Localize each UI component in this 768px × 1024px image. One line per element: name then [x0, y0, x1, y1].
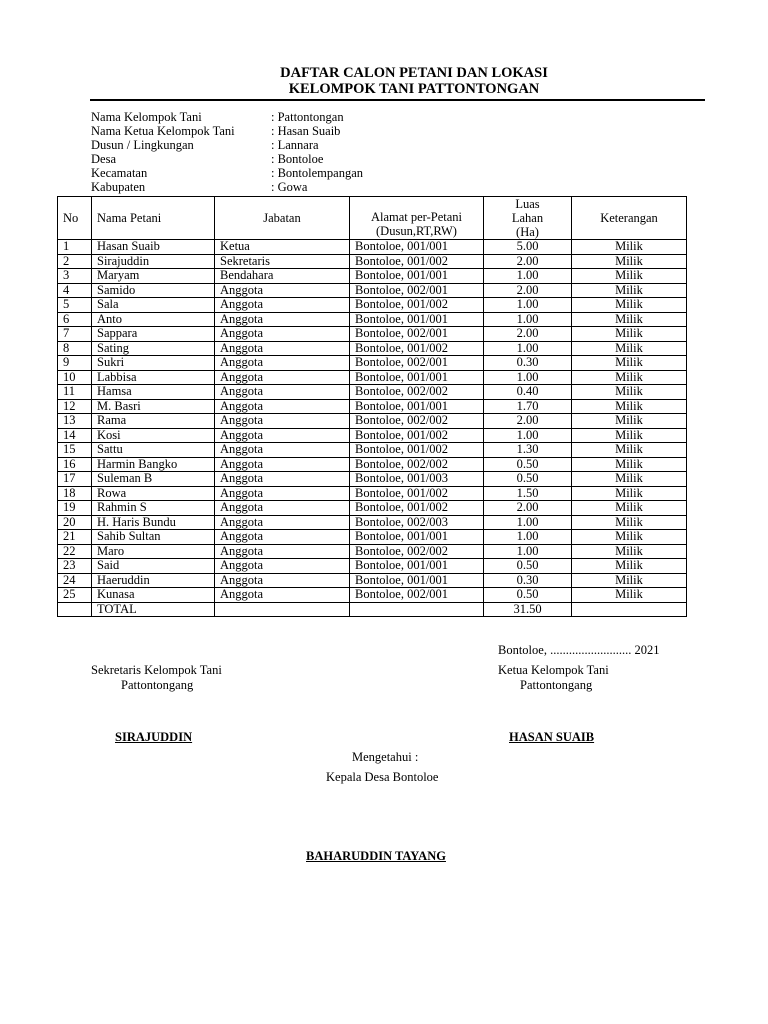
secretary-title: Sekretaris Kelompok Tani: [91, 663, 222, 677]
cell-alamat: Bontoloe, 001/003: [350, 472, 484, 487]
cell-nama: Kosi: [92, 428, 215, 443]
cell-alamat: Bontoloe, 002/001: [350, 283, 484, 298]
cell-alamat: Bontoloe, 001/001: [350, 240, 484, 255]
chairman-name: HASAN SUAIB: [509, 730, 595, 744]
info-value: : Gowa: [271, 180, 308, 194]
cell-keterangan: Milik: [572, 269, 687, 284]
header-luas: [484, 197, 572, 240]
cell-jabatan: Anggota: [215, 501, 350, 516]
info-value: : Pattontongan: [271, 110, 344, 124]
info-value: : Bontolempangan: [271, 166, 363, 180]
header-luas-line2: Lahan: [511, 211, 544, 225]
cell-luas: 1.30: [484, 443, 572, 458]
cell-no: 9: [58, 356, 92, 371]
cell-jabatan: Anggota: [215, 486, 350, 501]
table-row: [58, 530, 687, 545]
header-jabatan: Jabatan: [215, 197, 350, 240]
cell-nama: Rama: [92, 414, 215, 429]
cell-jabatan: Anggota: [215, 573, 350, 588]
cell-no: 3: [58, 269, 92, 284]
village-head-title: Kepala Desa Bontoloe: [326, 770, 439, 784]
table-row: [58, 341, 687, 356]
table-row: [58, 312, 687, 327]
cell-keterangan: Milik: [572, 573, 687, 588]
cell-jabatan: Anggota: [215, 414, 350, 429]
cell-keterangan: Milik: [572, 254, 687, 269]
cell-keterangan: Milik: [572, 283, 687, 298]
cell-nama: Labbisa: [92, 370, 215, 385]
chairman-title: Ketua Kelompok Tani: [498, 663, 609, 677]
table-row: [58, 385, 687, 400]
cell-alamat: Bontoloe, 002/002: [350, 544, 484, 559]
cell-no: 22: [58, 544, 92, 559]
table-row: [58, 414, 687, 429]
cell-keterangan: Milik: [572, 559, 687, 574]
cell-no: 20: [58, 515, 92, 530]
cell-jabatan: Anggota: [215, 457, 350, 472]
cell-luas: 1.00: [484, 370, 572, 385]
acknowledged-label: Mengetahui :: [352, 750, 419, 764]
cell-jabatan: Anggota: [215, 559, 350, 574]
cell-keterangan: Milik: [572, 414, 687, 429]
cell-alamat: Bontoloe, 001/001: [350, 269, 484, 284]
header-alamat-line2: (Dusun,RT,RW): [376, 224, 457, 238]
cell-jabatan: Bendahara: [215, 269, 350, 284]
cell-alamat: Bontoloe, 001/001: [350, 312, 484, 327]
cell-jabatan: Anggota: [215, 341, 350, 356]
header-luas-line1: Luas: [515, 197, 540, 211]
table-row: [58, 544, 687, 559]
cell-luas: 0.50: [484, 559, 572, 574]
cell-keterangan: Milik: [572, 530, 687, 545]
header-alamat: [350, 197, 484, 240]
cell-jabatan: Anggota: [215, 327, 350, 342]
cell-jabatan: Anggota: [215, 472, 350, 487]
cell-nama: M. Basri: [92, 399, 215, 414]
cell-jabatan: Sekretaris: [215, 254, 350, 269]
cell-keterangan: Milik: [572, 515, 687, 530]
cell-jabatan: Anggota: [215, 530, 350, 545]
cell-alamat: Bontoloe, 001/001: [350, 530, 484, 545]
cell-nama: Hamsa: [92, 385, 215, 400]
cell-keterangan: Milik: [572, 428, 687, 443]
cell-jabatan: Anggota: [215, 356, 350, 371]
info-label: Dusun / Lingkungan: [91, 138, 194, 152]
cell-keterangan: Milik: [572, 240, 687, 255]
table-row: [58, 399, 687, 414]
cell-luas: 1.00: [484, 544, 572, 559]
cell-keterangan: Milik: [572, 588, 687, 603]
cell-alamat: Bontoloe, 001/002: [350, 341, 484, 356]
cell-no: 5: [58, 298, 92, 313]
cell-alamat: Bontoloe, 001/001: [350, 399, 484, 414]
cell-luas: 2.00: [484, 283, 572, 298]
table-header-row: [58, 197, 687, 240]
cell-nama: Haeruddin: [92, 573, 215, 588]
chairman-group: Pattontongang: [520, 678, 593, 692]
cell-luas: 2.00: [484, 501, 572, 516]
cell-jabatan: Anggota: [215, 515, 350, 530]
cell-no: 13: [58, 414, 92, 429]
cell-luas: 1.00: [484, 515, 572, 530]
cell-jabatan: Anggota: [215, 312, 350, 327]
total-row: [58, 602, 687, 617]
cell-luas: 0.30: [484, 356, 572, 371]
total-label: TOTAL: [92, 602, 215, 617]
table-row: [58, 559, 687, 574]
cell-no: 10: [58, 370, 92, 385]
total-empty: [572, 602, 687, 617]
cell-luas: 1.00: [484, 428, 572, 443]
cell-keterangan: Milik: [572, 501, 687, 516]
cell-alamat: Bontoloe, 001/002: [350, 298, 484, 313]
header-nama: Nama Petani: [92, 197, 215, 240]
title-line-1: DAFTAR CALON PETANI DAN LOKASI: [280, 65, 548, 81]
info-label: Desa: [91, 152, 116, 166]
cell-luas: 2.00: [484, 414, 572, 429]
cell-no: 17: [58, 472, 92, 487]
cell-no: 4: [58, 283, 92, 298]
village-head-name: BAHARUDDIN TAYANG: [306, 849, 446, 863]
info-value: : Lannara: [271, 138, 319, 152]
cell-jabatan: Anggota: [215, 370, 350, 385]
cell-nama: Suleman B: [92, 472, 215, 487]
cell-no: 12: [58, 399, 92, 414]
header-alamat-line1: Alamat per-Petani: [370, 210, 463, 224]
place-date: Bontoloe, .......................... 2021: [498, 643, 660, 657]
cell-no: 1: [58, 240, 92, 255]
cell-no: 18: [58, 486, 92, 501]
cell-luas: 1.00: [484, 341, 572, 356]
cell-luas: 1.00: [484, 312, 572, 327]
info-row-kabupaten: [91, 180, 363, 194]
cell-nama: Sating: [92, 341, 215, 356]
table-row: [58, 269, 687, 284]
cell-keterangan: Milik: [572, 312, 687, 327]
cell-alamat: Bontoloe, 001/002: [350, 254, 484, 269]
cell-nama: Rowa: [92, 486, 215, 501]
cell-alamat: Bontoloe, 002/002: [350, 457, 484, 472]
cell-alamat: Bontoloe, 001/001: [350, 559, 484, 574]
cell-nama: Kunasa: [92, 588, 215, 603]
cell-no: 21: [58, 530, 92, 545]
cell-alamat: Bontoloe, 001/002: [350, 428, 484, 443]
cell-luas: 0.50: [484, 588, 572, 603]
info-row-desa: [91, 152, 363, 166]
info-label: Nama Ketua Kelompok Tani: [91, 124, 235, 138]
cell-keterangan: Milik: [572, 544, 687, 559]
info-value: : Hasan Suaib: [271, 124, 341, 138]
cell-jabatan: Ketua: [215, 240, 350, 255]
cell-nama: Maryam: [92, 269, 215, 284]
cell-jabatan: Anggota: [215, 443, 350, 458]
cell-jabatan: Anggota: [215, 283, 350, 298]
total-empty: [350, 602, 484, 617]
cell-no: 6: [58, 312, 92, 327]
total-empty: [58, 602, 92, 617]
cell-nama: Sahib Sultan: [92, 530, 215, 545]
cell-alamat: Bontoloe, 002/002: [350, 414, 484, 429]
table-row: [58, 254, 687, 269]
table-row: [58, 283, 687, 298]
info-label: Kecamatan: [91, 166, 148, 180]
table-row: [58, 356, 687, 371]
cell-nama: Maro: [92, 544, 215, 559]
cell-nama: Rahmin S: [92, 501, 215, 516]
info-row-ketua: [91, 124, 363, 138]
cell-no: 24: [58, 573, 92, 588]
cell-luas: 1.50: [484, 486, 572, 501]
cell-no: 25: [58, 588, 92, 603]
cell-luas: 1.00: [484, 530, 572, 545]
cell-alamat: Bontoloe, 002/002: [350, 385, 484, 400]
cell-jabatan: Anggota: [215, 298, 350, 313]
total-value: 31.50: [484, 602, 572, 617]
header-no: No: [58, 197, 92, 240]
cell-nama: Sappara: [92, 327, 215, 342]
cell-alamat: Bontoloe, 002/001: [350, 588, 484, 603]
cell-no: 15: [58, 443, 92, 458]
cell-luas: 1.00: [484, 298, 572, 313]
cell-nama: Anto: [92, 312, 215, 327]
group-info: [91, 110, 363, 194]
cell-no: 8: [58, 341, 92, 356]
cell-nama: Hasan Suaib: [92, 240, 215, 255]
cell-no: 16: [58, 457, 92, 472]
info-label: Kabupaten: [91, 180, 146, 194]
table-row: [58, 428, 687, 443]
table-row: [58, 588, 687, 603]
cell-nama: Samido: [92, 283, 215, 298]
cell-alamat: Bontoloe, 002/001: [350, 356, 484, 371]
title-underline: [90, 99, 705, 101]
cell-luas: 2.00: [484, 327, 572, 342]
cell-alamat: Bontoloe, 001/001: [350, 370, 484, 385]
cell-no: 23: [58, 559, 92, 574]
cell-nama: Said: [92, 559, 215, 574]
info-value: : Bontoloe: [271, 152, 324, 166]
cell-no: 14: [58, 428, 92, 443]
table-row: [58, 327, 687, 342]
table-row: [58, 472, 687, 487]
cell-nama: Sattu: [92, 443, 215, 458]
cell-keterangan: Milik: [572, 457, 687, 472]
cell-keterangan: Milik: [572, 399, 687, 414]
cell-alamat: Bontoloe, 001/002: [350, 486, 484, 501]
cell-luas: 2.00: [484, 254, 572, 269]
cell-keterangan: Milik: [572, 385, 687, 400]
cell-keterangan: Milik: [572, 472, 687, 487]
cell-jabatan: Anggota: [215, 544, 350, 559]
secretary-group: Pattontongang: [121, 678, 194, 692]
farmer-table: [57, 196, 687, 617]
cell-jabatan: Anggota: [215, 428, 350, 443]
cell-keterangan: Milik: [572, 356, 687, 371]
cell-luas: 1.70: [484, 399, 572, 414]
cell-keterangan: Milik: [572, 341, 687, 356]
cell-no: 19: [58, 501, 92, 516]
cell-keterangan: Milik: [572, 327, 687, 342]
cell-luas: 5.00: [484, 240, 572, 255]
cell-nama: Sala: [92, 298, 215, 313]
table-row: [58, 515, 687, 530]
cell-alamat: Bontoloe, 001/001: [350, 573, 484, 588]
cell-alamat: Bontoloe, 001/002: [350, 443, 484, 458]
table-row: [58, 501, 687, 516]
cell-keterangan: Milik: [572, 486, 687, 501]
cell-luas: 1.00: [484, 269, 572, 284]
cell-no: 2: [58, 254, 92, 269]
cell-jabatan: Anggota: [215, 385, 350, 400]
header-luas-line3: (Ha): [516, 225, 539, 239]
table-row: [58, 443, 687, 458]
table-row: [58, 457, 687, 472]
total-empty: [215, 602, 350, 617]
cell-alamat: Bontoloe, 002/001: [350, 327, 484, 342]
cell-jabatan: Anggota: [215, 588, 350, 603]
cell-nama: Harmin Bangko: [92, 457, 215, 472]
title-line-2: KELOMPOK TANI PATTONTONGAN: [288, 81, 540, 97]
cell-nama: H. Haris Bundu: [92, 515, 215, 530]
header-keterangan: Keterangan: [572, 197, 687, 240]
cell-luas: 0.50: [484, 472, 572, 487]
cell-luas: 0.40: [484, 385, 572, 400]
table-row: [58, 573, 687, 588]
info-label: Nama Kelompok Tani: [91, 110, 202, 124]
cell-nama: Sirajuddin: [92, 254, 215, 269]
cell-alamat: Bontoloe, 001/002: [350, 501, 484, 516]
cell-jabatan: Anggota: [215, 399, 350, 414]
cell-no: 7: [58, 327, 92, 342]
info-row-kelompok: [91, 110, 363, 124]
cell-nama: Sukri: [92, 356, 215, 371]
table-row: [58, 240, 687, 255]
cell-no: 11: [58, 385, 92, 400]
cell-keterangan: Milik: [572, 298, 687, 313]
secretary-name: SIRAJUDDIN: [115, 730, 193, 744]
cell-keterangan: Milik: [572, 370, 687, 385]
info-row-dusun: [91, 138, 363, 152]
document-title: [0, 65, 768, 97]
cell-keterangan: Milik: [572, 443, 687, 458]
cell-alamat: Bontoloe, 002/003: [350, 515, 484, 530]
table-row: [58, 370, 687, 385]
info-row-kecamatan: [91, 166, 363, 180]
cell-luas: 0.50: [484, 457, 572, 472]
table-row: [58, 298, 687, 313]
cell-luas: 0.30: [484, 573, 572, 588]
table-row: [58, 486, 687, 501]
